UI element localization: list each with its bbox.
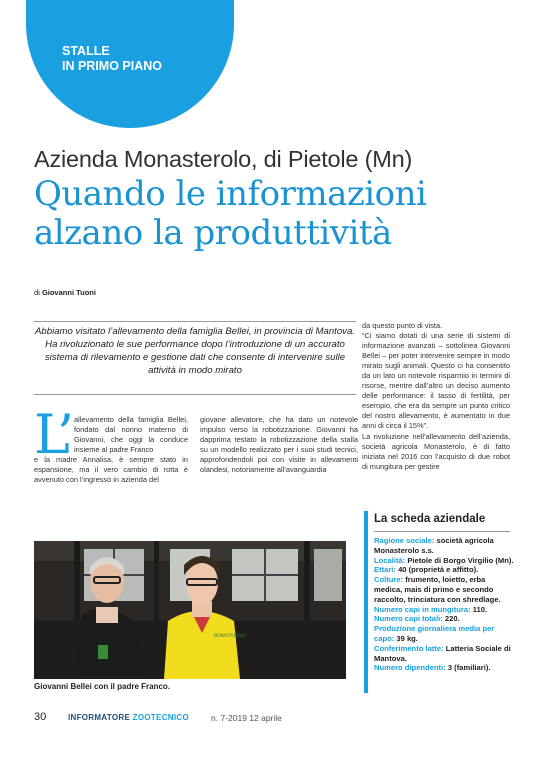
- photo-caption: Giovanni Bellei con il padre Franco.: [34, 682, 171, 691]
- body-column-2: giovane allevatore, che ha dato un notevole impulso verso la robotizzazione. Giovanni ha dapprima testato la robotizzazione della stalla su un modello realizzato per i suoi studi tecnici, approfondendoli poi con visite in allevamenti olandesi, notoriamente all’avanguardia: [200, 415, 358, 475]
- sidebar-item-label: Località:: [374, 555, 406, 565]
- drop-cap: L’: [34, 403, 75, 466]
- sidebar-item-label: Numero capi in mungitura:: [374, 604, 471, 614]
- magazine-name: [68, 713, 189, 722]
- headline-line1: Quando le informazioni: [34, 174, 427, 214]
- body-col1-rest: e la madre Annalisa, è sempre stato in espansione, ma il vero cambio di rotta è avvenuto con l’ingresso in azienda del: [34, 455, 188, 485]
- byline-author: Giovanni Tuoni: [41, 288, 96, 297]
- body-col3-p1: da questo punto di vista.: [362, 321, 443, 330]
- body-col3-p3: La rivoluzione nell’allevamento dell’azienda, società agricola Monasterolo, è di fatto iniziata nel 2016 con l’acquisto di due robot di mungitura per gestire: [362, 431, 510, 471]
- sidebar-title: La scheda aziendale: [374, 513, 486, 525]
- article-photo: [34, 541, 346, 679]
- sidebar-item-label: Colture:: [374, 575, 404, 585]
- sidebar-item-label: Numero capi totali:: [374, 614, 443, 624]
- sidebar-item-value: Pietole di Borgo Virgilio (Mn).: [407, 555, 514, 565]
- body-col3-p2: “Ci siamo dotati di una serie di sistemi di informazione avanzati – sottolinea Giovanni Bellei – per poter intervenire sempre in modo mirato sugli animali. Questo ci ha consentito da un lato un notevole risparmio in termini di risorse, mentre dall’altro un deciso aumento delle performance: il tasso di fertilità, per esempio, che era da sempre un punto critico del nostro allevamento, è aumentato in due anni di circa il 15%”.: [362, 331, 510, 431]
- lead-rule-bottom: [34, 394, 356, 395]
- magazine-name-part1: INFORMATORE: [68, 713, 133, 722]
- sidebar-item-value: 39 kg.: [396, 633, 418, 643]
- sidebar-item-value: 110.: [472, 604, 488, 614]
- sidebar-item: [374, 605, 514, 615]
- sidebar-item: [374, 536, 514, 556]
- body-column-1: [34, 415, 188, 485]
- sidebar-item: [374, 644, 514, 664]
- body-column-3: [362, 321, 510, 472]
- sidebar-item-label: Ettari:: [374, 565, 396, 575]
- sidebar-item-value: 3 (familiari).: [447, 663, 491, 673]
- headline: [34, 175, 524, 253]
- sidebar-divider: [374, 531, 510, 532]
- section-label-line1: STALLE: [62, 44, 110, 58]
- sidebar-item-value: frumento, loietto, erba medica, mais di primo e secondo raccolto, trinciatura con shredlage.: [374, 575, 501, 604]
- byline: [34, 288, 96, 297]
- body-col1-first: allevamento della famiglia Bellei, fondato dal nonno materno di Giovanni, che oggi la conduce insieme al padre Franco: [74, 415, 188, 455]
- sidebar-item: [374, 663, 514, 673]
- lead-paragraph: Abbiamo visitato l’allevamento della famiglia Bellei, in provincia di Mantova. Ha rivoluzionato le sue performance dopo l’introduzione di un accurato sistema di rilevamento e gestione dati che consente di intervenire sulle attività in modo mirato: [35, 326, 355, 376]
- sidebar-item-label: Conferimento latte:: [374, 643, 444, 653]
- sidebar-accent-bar: [364, 511, 368, 693]
- sidebar-item-value: società agricola Monasterolo s.s.: [374, 536, 494, 555]
- byline-prefix: di: [34, 288, 40, 297]
- sidebar-item: [374, 575, 514, 604]
- section-label-line2: IN PRIMO PIANO: [62, 59, 163, 73]
- sidebar-item: [374, 614, 514, 624]
- sidebar-item-value: 40 (proprietà e affitto).: [398, 565, 479, 575]
- kicker: Azienda Monasterolo, di Pietole (Mn): [34, 146, 413, 172]
- sidebar-item: [374, 624, 514, 644]
- sidebar-item-label: Numero dipendenti:: [374, 663, 446, 673]
- sidebar-item-value: Latteria Sociale di Mantova.: [374, 643, 511, 663]
- sidebar-item-label: Ragione sociale:: [374, 536, 435, 545]
- section-label: [62, 44, 162, 74]
- sidebar-item: [374, 556, 514, 566]
- sidebar-list: [374, 536, 514, 673]
- page-number: 30: [34, 711, 47, 723]
- magazine-name-part2: ZOOTECNICO: [132, 713, 189, 722]
- issue-info: n. 7-2019 12 aprile: [211, 713, 282, 723]
- sidebar-item: [374, 565, 514, 575]
- sidebar-item-value: 220.: [444, 614, 460, 624]
- sidebar-item-label: Produzione giornaliera media per capo:: [374, 624, 495, 643]
- headline-line2: alzano la produttività: [34, 213, 392, 253]
- lead-rule-top: [34, 321, 356, 322]
- shirt-logo-text: MONASTEROLO: [214, 633, 245, 638]
